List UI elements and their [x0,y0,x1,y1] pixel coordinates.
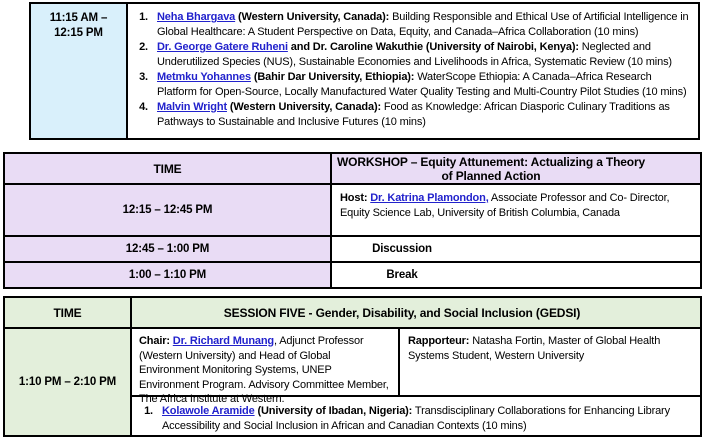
workshop-title: WORKSHOP – Equity Attunement: Actualizing a Theory of Planned Action [330,154,700,183]
list-item-text [157,70,692,100]
workshop-table [3,152,702,289]
talk-title-text: Building Responsible and Ethical Use of Artificial Intelligence in Global Healthcare: A Student Perspective on Data, Equity, and Canada–Africa Collaboration (10 mins) [157,11,689,38]
talk-title-text: WaterScope Ethiopia: A Canada–Africa Research Platform for Open-Source, Locally Manufactured Water Quality Testing and Multi-Country Pilot Studies (10 mins) [157,71,687,98]
speaker-link[interactable]: Kolawole Aramide [162,405,255,417]
list-item-text [157,40,692,70]
speaker-link[interactable]: Metmku Yohannes [157,71,251,83]
list-item-number: 1. [139,11,148,23]
affiliation-text: (Western University, Canada): [235,11,390,23]
talk-title-text: Food as Knowledge: African Diasporic Culinary Traditions as Pathways to Sustainable and Inclusive Futures (10 mins) [157,101,670,128]
time-cell: 1:00 – 1:10 PM [5,261,330,287]
time-column-header: TIME [5,154,330,183]
list-item-number: 2. [139,41,148,53]
list-item [130,10,692,40]
list-item-number: 4. [139,101,148,113]
host-description: Associate Professor and Co- Director, Equity Science Lab, University of British Columbia, Canada [340,192,670,219]
session-presentation-list [130,395,700,435]
list-item-number: 3. [139,71,148,83]
break-cell: Break [330,261,700,287]
talk-title-text: Neglected and Underutilized Species (NUS), Sustainable Economies and Livelihoods in Africa, Systematic Review (10 mins) [157,41,672,68]
time-cell: 12:15 – 12:45 PM [5,183,330,235]
chair-description: , Adjunct Professor (Western University) and Head of Global Environment Monitoring Systems, UNEP Environment Program. Advisory Committee Member, The Africa Institute at Western. [139,335,389,405]
chair-label: Chair: [139,335,173,347]
chair-link[interactable]: Dr. Richard Munang [172,335,274,347]
presentations-continuation-table [29,2,700,140]
list-item-text [157,100,692,130]
host-label: Host: [340,192,371,204]
rapporteur-label: Rapporteur: [408,335,473,347]
time-cell: 11:15 AM – 12:15 PM [31,4,128,138]
chair-cell [130,327,398,405]
affiliation-text: (University of Ibadan, Nigeria): [254,405,413,417]
presentation-list [128,4,698,138]
time-cell: 1:10 PM – 2:10 PM [5,327,130,435]
affiliation-text: (Western University, Canada): [226,101,381,113]
affiliation-text: (Bahir Dar University, Ethiopia): [250,71,415,83]
rapporteur-cell [398,327,700,395]
rapporteur-description: Natasha Fortin, Master of Global Health Systems Student, Western University [408,335,661,362]
list-item [135,404,696,434]
affiliation-text: and Dr. Caroline Wakuthie (University of Nairobi, Kenya): [287,41,579,53]
speaker-link[interactable]: Neha Bhargava [157,11,236,23]
session-five-table [3,296,702,437]
list-item [130,40,692,70]
speaker-link[interactable]: Dr. George Gatere Ruheni [157,41,288,53]
list-item-text [157,10,692,40]
host-cell [330,183,700,235]
host-link[interactable]: Dr. Katrina Plamondon, [370,192,489,204]
list-item [130,100,692,130]
discussion-cell: Discussion [330,235,700,261]
list-item [130,70,692,100]
speaker-link[interactable]: Malvin Wright [157,101,227,113]
talk-title-text: Transdisciplinary Collaborations for Enhancing Library Accessibility and Social Inclusion in African and Canadian Contexts (10 mins) [162,405,670,432]
session-title: SESSION FIVE - Gender, Disability, and Social Inclusion (GEDSI) [130,298,700,327]
list-item-number: 1. [144,405,153,417]
time-cell: 12:45 – 1:00 PM [5,235,330,261]
time-column-header: TIME [5,298,130,327]
list-item-text [162,404,696,434]
